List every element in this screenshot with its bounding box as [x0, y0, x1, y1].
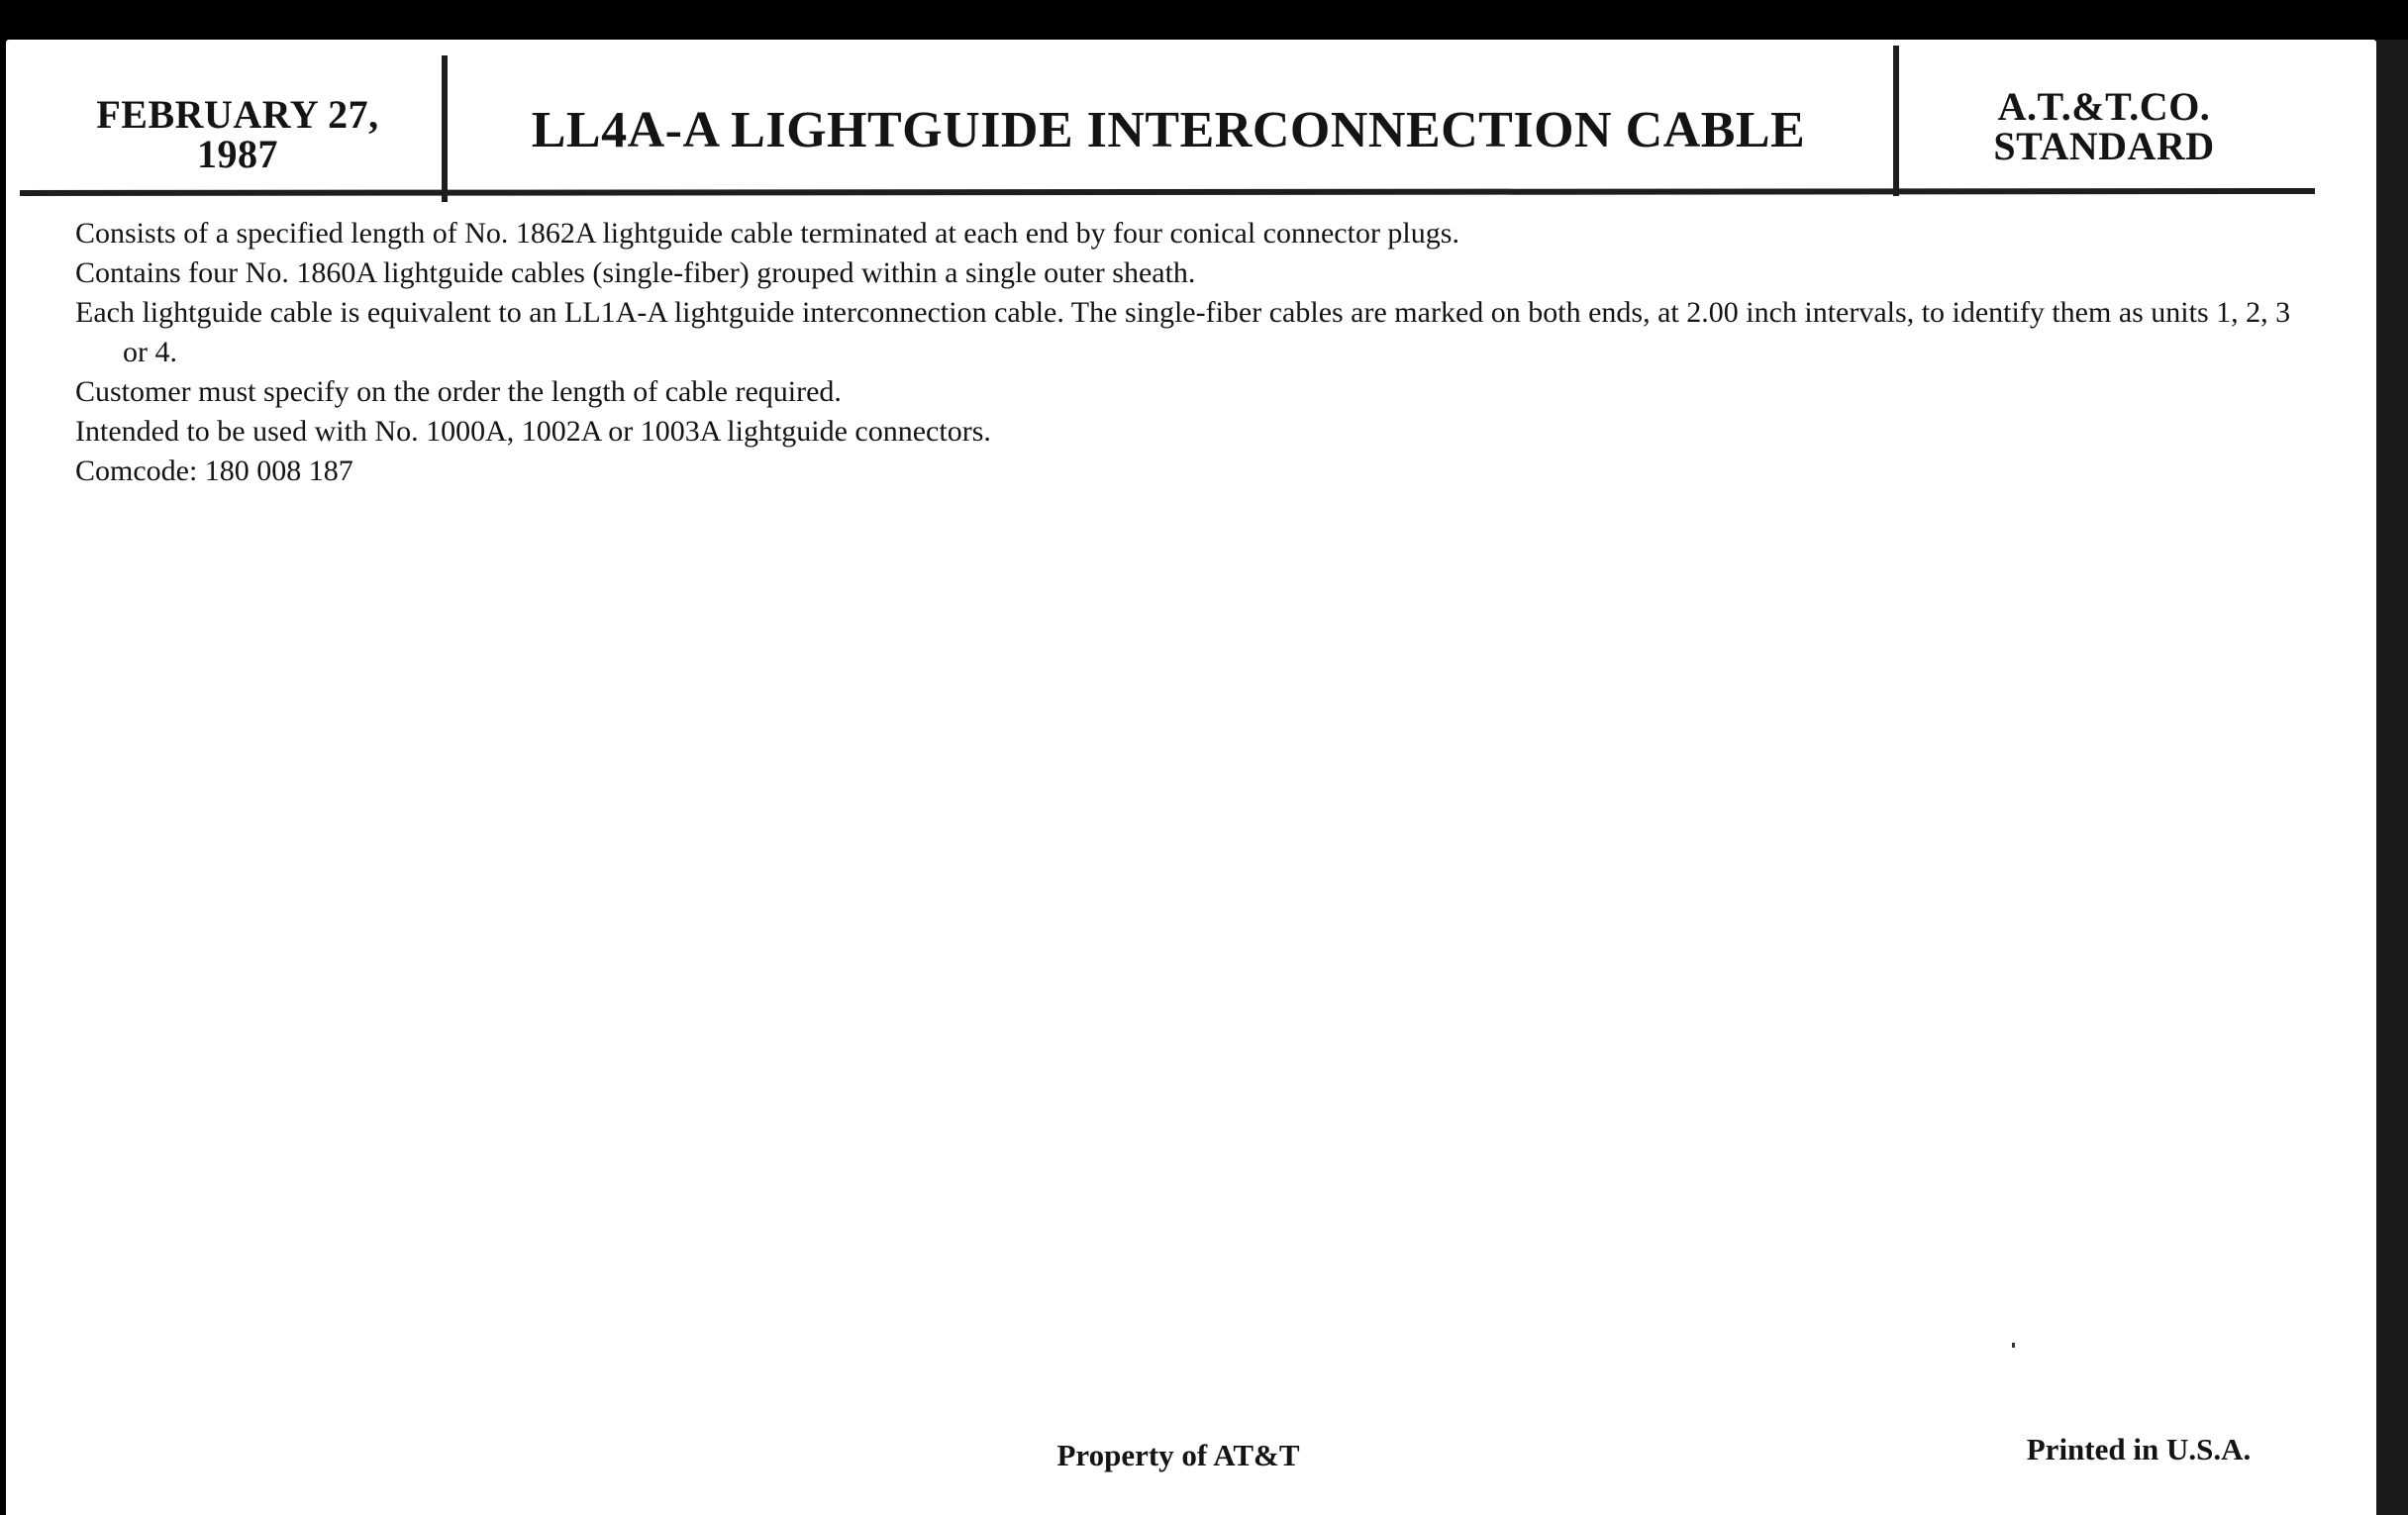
- description-body: [75, 214, 2293, 491]
- comcode: Comcode: 180 008 187: [75, 454, 353, 487]
- header-divider: [442, 55, 448, 202]
- header-divider: [1893, 46, 1899, 196]
- issue-date-year: 1987: [197, 132, 278, 176]
- paragraph: Consists of a specified length of No. 1862A lightguide cable terminated at each end by four conical connector plugs.: [75, 217, 1459, 250]
- standard-word: STANDARD: [1993, 124, 2215, 168]
- standard-label: [1941, 84, 2267, 168]
- printed-notice: Printed in U.S.A.: [2026, 1432, 2252, 1466]
- document-title: LL4A-A LIGHTGUIDE INTERCONNECTION CABLE: [531, 102, 1806, 158]
- scan-edge: [2376, 40, 2408, 1515]
- paragraph: Each lightguide cable is equivalent to an LL1A-A lightguide interconnection cable. The single-fiber cables are marked on both ends, at 2.00 inch intervals, to identify them as units 1, 2, 3 or 4.: [75, 296, 2291, 368]
- paragraph: Contains four No. 1860A lightguide cables (single-fiber) grouped within a single outer sheath.: [75, 256, 1196, 289]
- property-notice: Property of AT&T: [1056, 1438, 1300, 1472]
- issue-date: [59, 92, 416, 176]
- paragraph: Customer must specify on the order the length of cable required.: [75, 375, 842, 408]
- issue-date-line: FEBRUARY 27,: [96, 92, 379, 137]
- paragraph: Intended to be used with No. 1000A, 1002A or 1003A lightguide connectors.: [75, 415, 991, 448]
- scan-speck: [2012, 1343, 2015, 1348]
- organization-name: A.T.&T.CO.: [1997, 84, 2211, 129]
